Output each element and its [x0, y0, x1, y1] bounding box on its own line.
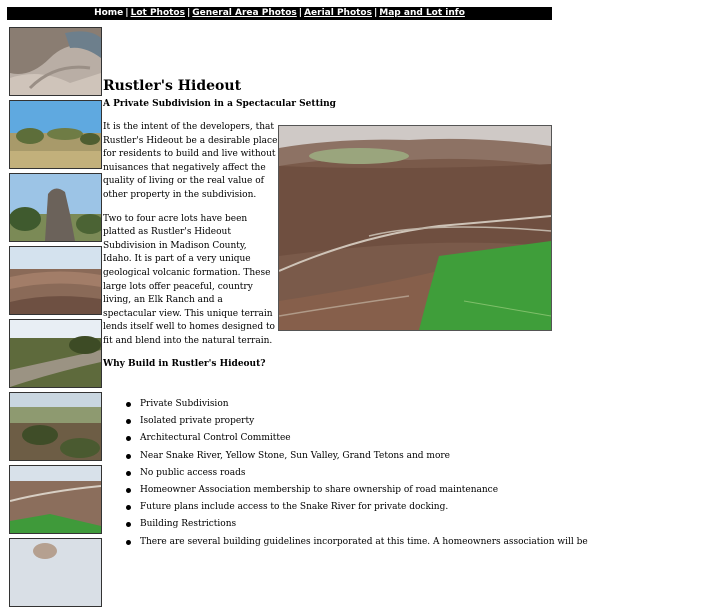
thumbnail-sagebrush-sky[interactable] [9, 100, 102, 169]
list-item: Near Snake River, Yellow Stone, Sun Valley, Grand Tetons and more [124, 450, 588, 467]
top-navigation-bar [7, 7, 552, 20]
nav-separator: | [125, 8, 129, 18]
lots-description-paragraph: Two to four acre lots have been platted as Rustler's Hideout Subdivision in Madison County, Idaho. It is part of a very unique geological volcanic formation. These large lots offer peaceful, country living, an Elk Ranch and a spectacular view. This unique terrain lends itself well to homes designed to fit and blend into the natural terrain. [103, 213, 275, 346]
thumbnail-volcanic-crater[interactable] [9, 27, 102, 96]
aerial-photo [278, 125, 552, 331]
nav-home-link[interactable]: Home [94, 8, 124, 18]
thumbnail-valley-overlook[interactable] [9, 392, 102, 461]
list-item: Building Restrictions [124, 518, 588, 535]
list-item: Architectural Control Committee [124, 432, 588, 449]
list-item: Isolated private property [124, 415, 588, 432]
nav-separator: | [186, 8, 191, 18]
photo-thumbnail-sidebar [9, 27, 102, 611]
nav-separator: | [298, 8, 303, 18]
nav-separator: | [373, 8, 378, 18]
list-item: Future plans include access to the Snake River for private docking. [124, 501, 588, 518]
page-title: Rustler's Hideout [103, 78, 242, 94]
nav-aerial-photos-link[interactable]: Aerial Photos [304, 8, 372, 18]
list-item: Homeowner Association membership to share ownership of road maintenance [124, 484, 588, 501]
thumbnail-canyon-view[interactable] [9, 246, 102, 315]
thumbnail-partial[interactable] [9, 538, 102, 607]
benefits-list [124, 398, 588, 553]
thumbnail-gravel-road[interactable] [9, 319, 102, 388]
nav-map-lot-info-link[interactable]: Map and Lot info [379, 8, 465, 18]
why-build-heading: Why Build in Rustler's Hideout? [103, 358, 266, 369]
thumbnail-aerial-field[interactable] [9, 465, 102, 534]
intro-paragraph: It is the intent of the developers, that Rustler's Hideout be a desirable place for residents to build and live without nuisances that negatively affect the quality of living or the real value of other property in the subdivision. [103, 122, 278, 200]
list-item: There are several building guidelines incorporated at this time. A homeowners association will be [124, 536, 588, 553]
thumbnail-rock-formation[interactable] [9, 173, 102, 242]
nav-lot-photos-link[interactable]: Lot Photos [130, 8, 185, 18]
list-item: No public access roads [124, 467, 588, 484]
page-subtitle: A Private Subdivision in a Spectacular Setting [103, 99, 336, 109]
list-item: Private Subdivision [124, 398, 588, 415]
nav-general-area-photos-link[interactable]: General Area Photos [192, 8, 297, 18]
